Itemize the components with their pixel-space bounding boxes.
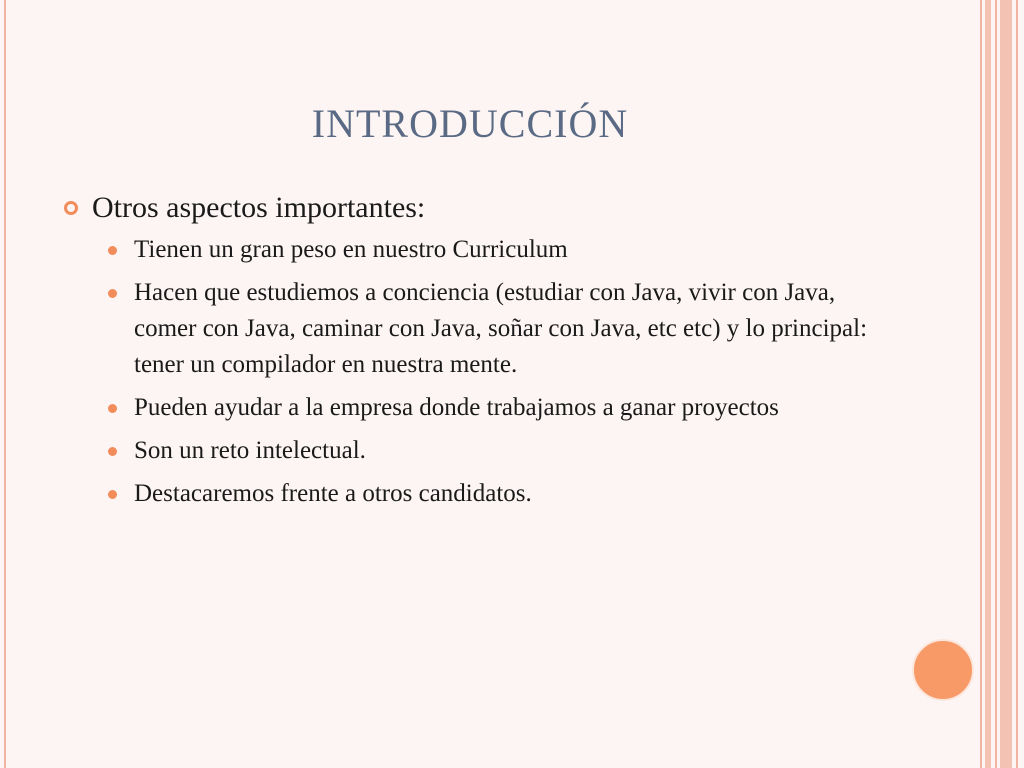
dot-bullet-icon: [108, 404, 117, 413]
main-point: [60, 188, 900, 228]
slide-content: [60, 188, 900, 519]
dot-bullet-icon: [108, 246, 117, 255]
orange-circle-decoration: [912, 639, 974, 701]
right-border-line-1: [980, 0, 982, 768]
sub-point-text: Hacen que estudiemos a conciencia (estudiar con Java, vivir con Java, comer con Java, caminar con Java, soñar con Java, etc etc) y lo principal: tener un compilador en nuestra mente.: [134, 279, 868, 378]
sub-point-list: [60, 232, 900, 512]
slide-title: INTRODUCCIÓN: [311, 101, 629, 146]
main-point-text: Otros aspectos importantes:: [92, 191, 426, 224]
ring-bullet-icon: [64, 201, 78, 215]
sub-point-text: Pueden ayudar a la empresa donde trabajamos a ganar proyectos: [134, 394, 779, 421]
right-border-line-4: [1000, 0, 1012, 768]
sub-point-text: Son un reto intelectual.: [134, 437, 366, 464]
dot-bullet-icon: [108, 447, 117, 456]
sub-point: [60, 390, 900, 426]
right-border-line-3: [995, 0, 997, 768]
sub-point: [60, 433, 900, 469]
sub-point-text: Destacaremos frente a otros candidatos.: [134, 480, 532, 507]
sub-point: [60, 275, 900, 383]
right-border-line-2: [985, 0, 991, 768]
dot-bullet-icon: [108, 490, 117, 499]
dot-bullet-icon: [108, 289, 117, 298]
sub-point: [60, 476, 900, 512]
sub-point-text: Tienen un gran peso en nuestro Curriculum: [134, 236, 568, 263]
sub-point: [60, 232, 900, 268]
right-border-line-5: [1016, 0, 1018, 768]
